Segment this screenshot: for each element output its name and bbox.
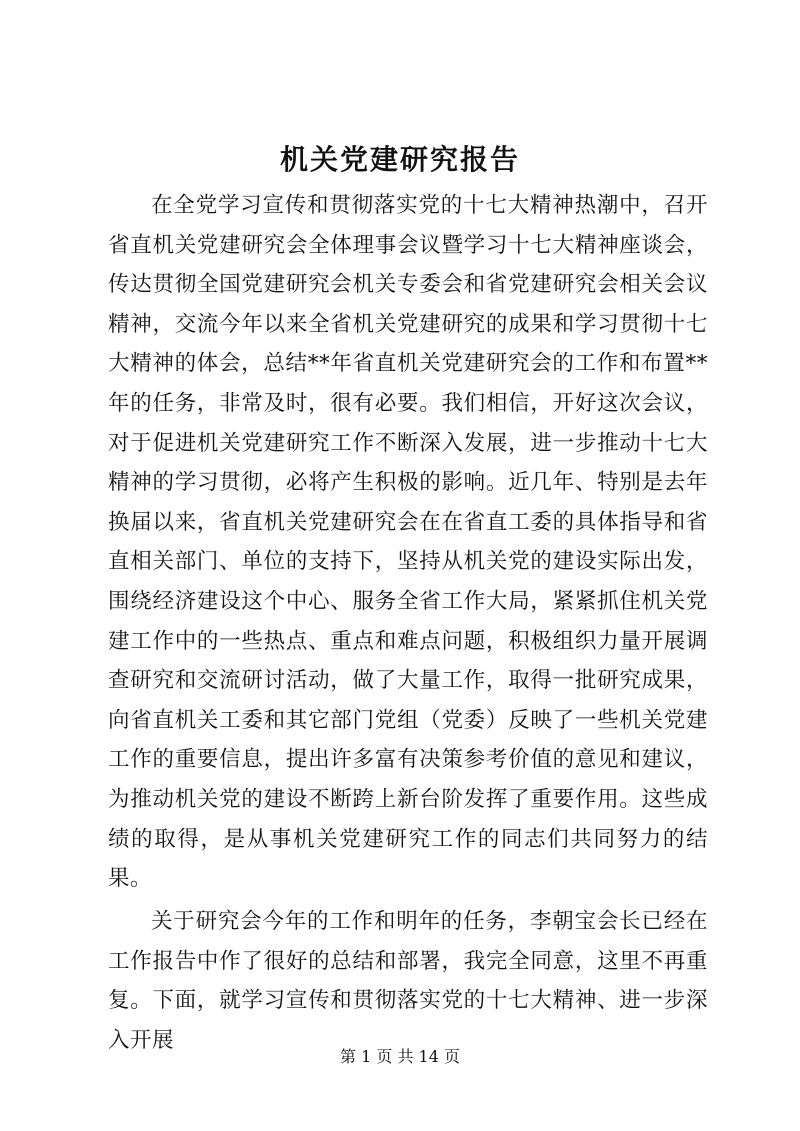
body-section-2 <box>108 902 708 1060</box>
paragraph-2: 关于研究会今年的工作和明年的任务，李朝宝会长已经在工作报告中作了很好的总结和部署，我完全同意，这里不再重复。下面，就学习宣传和贯彻落实党的十七大精神、进一步深入开展 <box>108 909 708 1053</box>
paragraph-1: 在全党学习宣传和贯彻落实党的十七大精神热潮中，召开省直机关党建研究会全体理事会议暨学习十七大精神座谈会，传达贯彻全国党建研究会机关专委会和省党建研究会相关会议精神，交流今年以来全省机关党建研究的成果和学习贯彻十七大精神的体会，总结**年省直机关党建研究会的工作和布置**年的任务，非常及时，很有必要。我们相信，开好这次会议，对于促进机关党建研究工作不断深入发展，进一步推动十七大精神的学习贯彻，必将产生积极的影响。近几年、特别是去年换届以来，省直机关党建研究会在在省直工委的具体指导和省直相关部门、单位的支持下，坚持从机关党的建设实际出发，围绕经济建设这个中心、服务全省工作大局，紧紧抓住机关党建工作中的一些热点、重点和难点问题，积极组织力量开展调查研究和交流研讨活动，做了大量工作，取得一批研究成果，向省直机关工委和其它部门党组（党委）反映了一些机关党建工作的重要信息，提出许多富有决策参考价值的意见和建议，为推动机关党的建设不断跨上新台阶发挥了重要作用。这些成绩的取得，是从事机关党建研究工作的同志们共同努力的结果。 <box>108 193 708 892</box>
page-number-footer: 第 1 页 共 14 页 <box>340 1047 460 1066</box>
body-section-1 <box>108 186 708 899</box>
document-title: 机关党建研究报告 <box>279 143 520 176</box>
